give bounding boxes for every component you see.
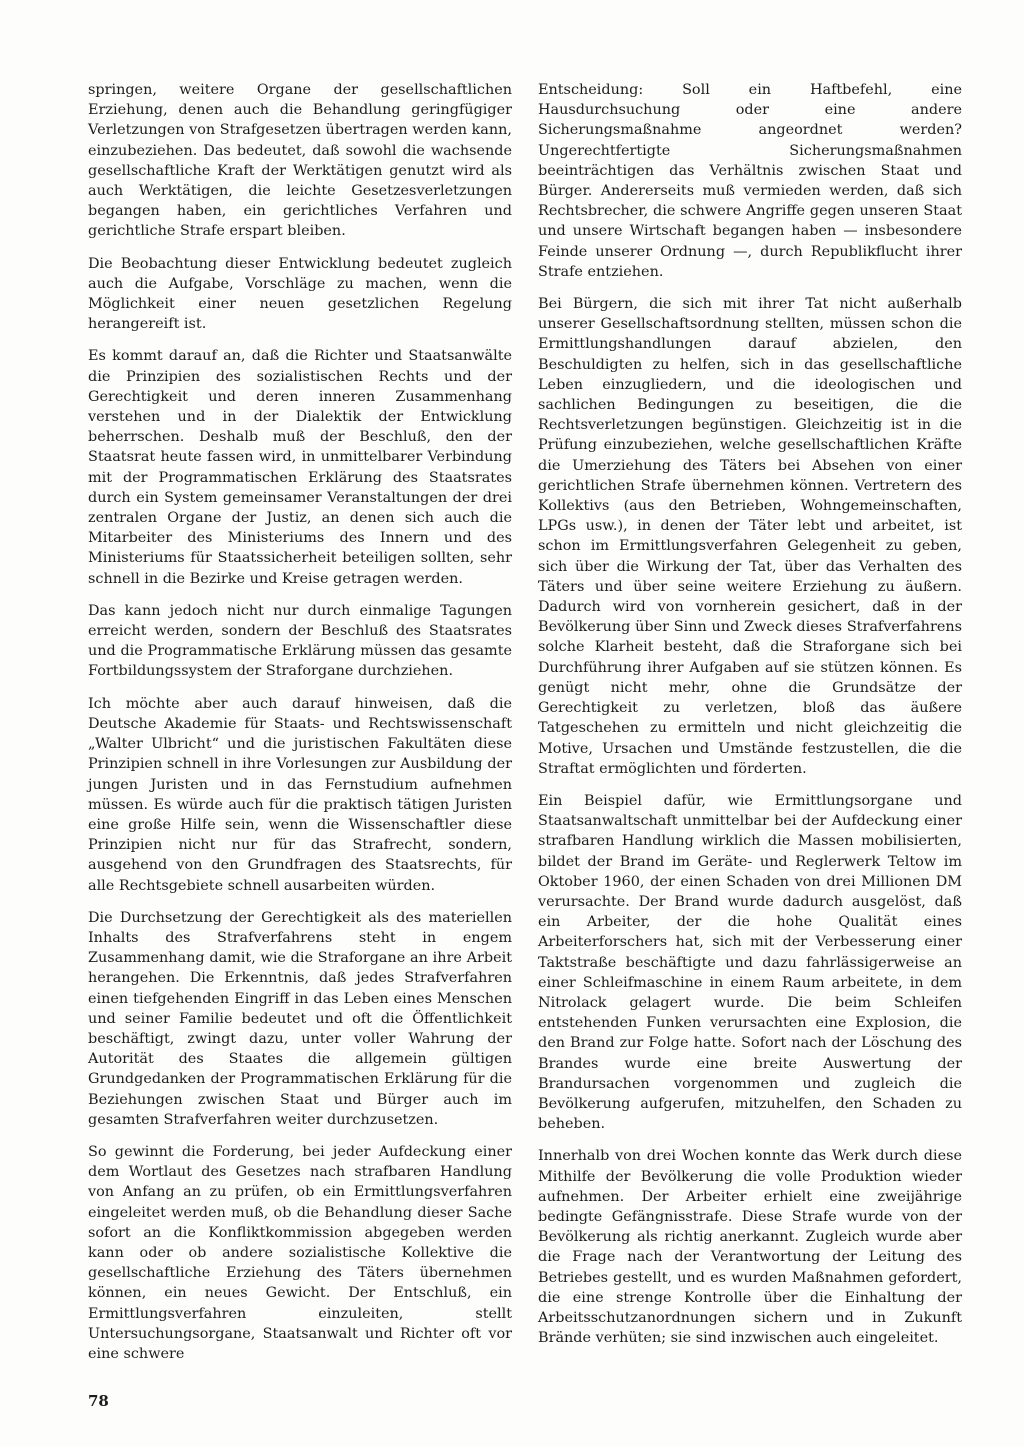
right-column	[538, 80, 962, 1360]
paragraph: Ein Beispiel dafür, wie Ermittlungsorgane und Staatsanwaltschaft unmittelbar bei der Aufdeckung einer strafbaren Handlung wirklich die Massen mobilisierten, bildet der Brand im Geräte- und Reglerwerk Teltow im Oktober 1960, der einen Schaden von drei Millionen DM verursachte. Der Brand wurde dadurch ausgelöst, daß ein Arbeiter, der die hohe Qualität eines Arbeiterforschers hat, sich mit der Verbesserung einer Taktstraße beschäftigte und dazu fahrlässigerweise an einer Schleifmaschine in einem Raum arbeitete, in dem Nitrolack gelagert wurde. Die beim Schleifen entstehenden Funken verursachten eine Explosion, die den Brand zur Folge hatte. Sofort nach der Löschung des Brandes wurde eine breite Auswertung der Brandursachen vorgenommen und zugleich die Bevölkerung aufgerufen, mitzuhelfen, den Schaden zu beheben.	[538, 792, 962, 1133]
paragraph: Das kann jedoch nicht nur durch einmalige Tagungen erreicht werden, sondern der Beschluß des Staatsrates und die Programmatische Erklärung müssen das gesamte Fortbildungssystem der Straforgane durchziehen.	[88, 602, 512, 680]
paragraph: Innerhalb von drei Wochen konnte das Werk durch diese Mithilfe der Bevölkerung die volle Produktion wieder aufnehmen. Der Arbeiter erhielt eine zweijährige bedingte Gefängnisstrafe. Diese Strafe wurde von der Bevölkerung als richtig anerkannt. Zugleich wurde aber die Frage nach der Verantwortung der Leitung des Betriebes gestellt, und es wurden Maßnahmen gefordert, die eine strenge Kontrolle über die Einhaltung der Arbeitsschutzanordnungen sichern und in Zukunft Brände verhüten; sie sind inzwischen auch eingeleitet.	[538, 1148, 962, 1347]
paragraph: Die Durchsetzung der Gerechtigkeit als des materiellen Inhalts des Strafverfahrens steht in engem Zusammenhang damit, wie die Straforgane an ihre Arbeit herangehen. Die Erkenntnis, daß jedes Strafverfahren einen tiefgehenden Eingriff in das Leben eines Menschen und seiner Familie bedeutet und oft die Öffentlichkeit beschäftigt, zwingt dazu, unter voller Wahrung der Autorität des Staates die allgemein gültigen Grundgedanken der Programmatischen Erklärung für die Beziehungen zwischen Staat und Bürger auch im gesamten Strafverfahren weiter durchzusetzen.	[88, 909, 512, 1128]
paragraph: Es kommt darauf an, daß die Richter und Staatsanwälte die Prinzipien des sozialistischen Rechts und der Gerechtigkeit und deren inneren Zusammenhang verstehen und in der Dialektik der Entwicklung beherrschen. Deshalb muß der Beschluß, den der Staatsrat heute fassen wird, in unmittelbarer Verbindung mit der Programmatischen Erklärung des Staatsrates durch ein System gemeinsamer Veranstaltungen der drei zentralen Organe der Justiz, an denen sich auch die Mitarbeiter des Ministeriums des Innern und des Ministeriums für Staatssicherheit beteiligen sollten, sehr schnell in die Bezirke und Kreise getragen werden.	[88, 348, 512, 587]
paragraph: Die Beobachtung dieser Entwicklung bedeutet zugleich auch die Aufgabe, Vorschläge zu machen, wenn die Möglichkeit einer neuen gesetzlichen Regelung herangereift ist.	[88, 255, 512, 333]
left-column	[88, 80, 512, 1376]
paragraph: Ich möchte aber auch darauf hinweisen, daß die Deutsche Akademie für Staats- und Rechtswissenschaft „Walter Ulbricht“ und die juristischen Fakultäten diese Prinzipien schnell in ihre Vorlesungen zur Ausbildung der jungen Juristen und in das Fernstudium aufnehmen müssen. Es würde auch für die praktisch tätigen Juristen eine große Hilfe sein, wenn die Wissenschaftler diese Prinzipien nicht nur für das Strafrecht, sondern, ausgehend von den Grundfragen des Staatsrechts, für alle Rechtsgebiete schnell ausarbeiten würden.	[88, 695, 512, 894]
paragraph: Entscheidung: Soll ein Haftbefehl, eine Hausdurchsuchung oder eine andere Sicherungsmaßnahme angeordnet werden? Ungerechtfertigte Sicherungsmaßnahmen beeinträchtigen das Verhältnis zwischen Staat und Bürger. Andererseits muß vermieden werden, daß sich Rechtsbrecher, die schwere Angriffe gegen unseren Staat und unsere Wirtschaft begangen haben — insbesondere Feinde unserer Ordnung —, durch Republikflucht ihrer Strafe entziehen.	[538, 82, 962, 280]
paragraph: So gewinnt die Forderung, bei jeder Aufdeckung einer dem Wortlaut des Gesetzes nach strafbaren Handlung von Anfang an zu prüfen, ob ein Ermittlungsverfahren eingeleitet werden muß, ob die Behandlung dieser Sache sofort an die Konfliktkommission abgegeben werden kann oder ob andere sozialistische Kollektive die gesellschaftliche Erziehung des Täters übernehmen können, ein neues Gewicht. Der Entschluß, ein Ermittlungsverfahren einzuleiten, stellt Untersuchungsorgane, Staatsanwalt und Richter oft vor eine schwere	[88, 1143, 512, 1362]
paragraph: Bei Bürgern, die sich mit ihrer Tat nicht außerhalb unserer Gesellschaftsordnung stellten, müssen schon die Ermittlungshandlungen darauf abzielen, den Beschuldigten zu helfen, sich in das gesellschaftliche Leben einzugliedern, und die ideologischen und sachlichen Bedingungen zu beseitigen, die die Rechtsverletzungen begünstigen. Gleichzeitig ist in die Prüfung einzubeziehen, welche gesellschaftlichen Kräfte die Umerziehung des Täters bei Absehen von einer gerichtlichen Strafe übernehmen können. Vertretern des Kollektivs (aus den Betrieben, Wohngemeinschaften, LPGs usw.), in denen der Täter lebt und arbeitet, ist schon im Ermittlungsverfahren Gelegenheit zu geben, sich über die Wirkung der Tat, über das Verhalten des Täters und über seine weitere Erziehung zu äußern. Dadurch wird von vornherein gesichert, daß in der Bevölkerung über Sinn und Zweck dieses Strafverfahrens solche Klarheit besteht, daß die Straforgane sich bei Durchführung ihrer Aufgaben auf sie stützen können. Es genügt nicht mehr, ohne die Grundsätze der Gerechtigkeit zu verletzen, bloß das äußere Tatgeschehen zu ermitteln und nicht gleichzeitig die Motive, Ursachen und Umstände festzustellen, die die Straftat ermöglichten und förderten.	[538, 296, 962, 777]
paragraph: springen, weitere Organe der gesellschaftlichen Erziehung, denen auch die Behandlung geringfügiger Verletzungen von Strafgesetzen übertragen werden kann, einzubeziehen. Das bedeutet, daß sowohl die wachsende gesellschaftliche Kraft der Werktätigen genutzt wird als auch Werktätigen, die leichte Gesetzesverletzungen begangen haben, ein gerichtliches Verfahren und gerichtliche Strafe erspart bleiben.	[88, 82, 512, 240]
page-number: 78	[88, 1392, 109, 1410]
